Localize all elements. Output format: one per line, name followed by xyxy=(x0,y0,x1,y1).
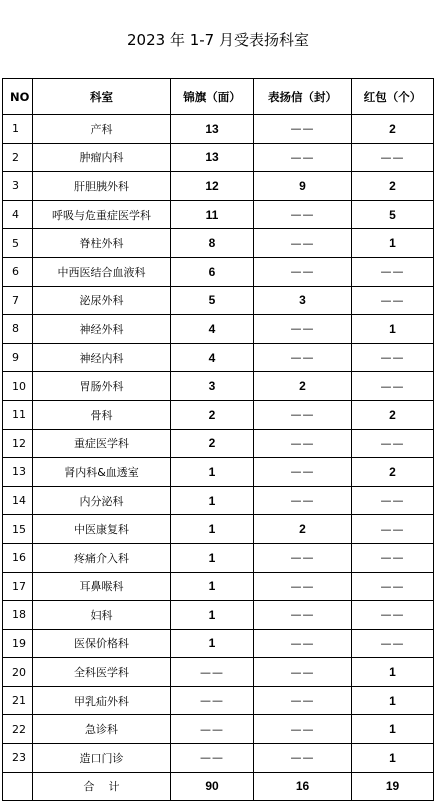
row-banners: 3 xyxy=(171,372,254,401)
row-letters: —— xyxy=(254,658,352,687)
row-banners: 13 xyxy=(171,143,254,172)
row-banners: 1 xyxy=(171,601,254,630)
row-no: 18 xyxy=(3,601,33,630)
row-banners: 1 xyxy=(171,629,254,658)
row-no: 20 xyxy=(3,658,33,687)
row-banners: 5 xyxy=(171,286,254,315)
row-banners: —— xyxy=(171,744,254,773)
header-no: NO xyxy=(3,79,33,115)
row-dept: 疼痛介入科 xyxy=(33,543,171,572)
table-row xyxy=(3,572,434,601)
row-envelopes: —— xyxy=(352,257,434,286)
table-row xyxy=(3,515,434,544)
row-no: 10 xyxy=(3,372,33,401)
page-title: 2023 年 1-7 月受表扬科室 xyxy=(127,31,309,49)
row-envelopes: —— xyxy=(352,486,434,515)
row-dept: 骨科 xyxy=(33,400,171,429)
total-banners: 90 xyxy=(171,772,254,800)
row-envelopes: 1 xyxy=(352,715,434,744)
row-letters: —— xyxy=(254,200,352,229)
row-dept: 重症医学科 xyxy=(33,429,171,458)
row-no: 19 xyxy=(3,629,33,658)
table-row xyxy=(3,543,434,572)
row-no: 17 xyxy=(3,572,33,601)
row-envelopes: 1 xyxy=(352,658,434,687)
row-banners: 4 xyxy=(171,315,254,344)
row-envelopes: —— xyxy=(352,429,434,458)
row-letters: 2 xyxy=(254,372,352,401)
table-row xyxy=(3,229,434,258)
row-banners: —— xyxy=(171,686,254,715)
row-no: 16 xyxy=(3,543,33,572)
header-banners: 锦旗（面） xyxy=(171,79,254,115)
row-banners: 11 xyxy=(171,200,254,229)
table-row xyxy=(3,400,434,429)
row-envelopes: 1 xyxy=(352,229,434,258)
row-dept: 肾内科&血透室 xyxy=(33,458,171,487)
table-row xyxy=(3,458,434,487)
row-dept: 内分泌科 xyxy=(33,486,171,515)
row-envelopes: 2 xyxy=(352,458,434,487)
table-row xyxy=(3,343,434,372)
row-letters: —— xyxy=(254,744,352,773)
row-envelopes: 2 xyxy=(352,172,434,201)
row-no: 11 xyxy=(3,400,33,429)
total-letters: 16 xyxy=(254,772,352,800)
row-envelopes: 2 xyxy=(352,115,434,144)
row-dept: 耳鼻喉科 xyxy=(33,572,171,601)
table-row xyxy=(3,686,434,715)
row-envelopes: 1 xyxy=(352,686,434,715)
row-banners: 12 xyxy=(171,172,254,201)
row-banners: 1 xyxy=(171,572,254,601)
row-envelopes: —— xyxy=(352,343,434,372)
row-letters: 3 xyxy=(254,286,352,315)
row-no: 5 xyxy=(3,229,33,258)
header-dept: 科室 xyxy=(33,79,171,115)
row-letters: —— xyxy=(254,229,352,258)
row-banners: 1 xyxy=(171,515,254,544)
row-dept: 妇科 xyxy=(33,601,171,630)
header-letters: 表扬信（封） xyxy=(254,79,352,115)
row-banners: 8 xyxy=(171,229,254,258)
row-banners: 2 xyxy=(171,429,254,458)
row-envelopes: —— xyxy=(352,143,434,172)
row-dept: 急诊科 xyxy=(33,715,171,744)
table-row xyxy=(3,143,434,172)
row-dept: 医保价格科 xyxy=(33,629,171,658)
table-header-row xyxy=(3,79,434,115)
row-letters: —— xyxy=(254,458,352,487)
row-letters: —— xyxy=(254,572,352,601)
table-row xyxy=(3,257,434,286)
row-no: 4 xyxy=(3,200,33,229)
row-no: 2 xyxy=(3,143,33,172)
row-banners: 1 xyxy=(171,543,254,572)
total-envelopes: 19 xyxy=(352,772,434,800)
table-row xyxy=(3,601,434,630)
row-dept: 肝胆胰外科 xyxy=(33,172,171,201)
row-no: 12 xyxy=(3,429,33,458)
row-letters: 9 xyxy=(254,172,352,201)
row-no: 9 xyxy=(3,343,33,372)
row-no: 8 xyxy=(3,315,33,344)
row-no: 7 xyxy=(3,286,33,315)
row-envelopes: —— xyxy=(352,572,434,601)
table-row xyxy=(3,172,434,201)
table-row xyxy=(3,200,434,229)
row-no: 1 xyxy=(3,115,33,144)
row-dept: 胃肠外科 xyxy=(33,372,171,401)
row-banners: 13 xyxy=(171,115,254,144)
row-no: 22 xyxy=(3,715,33,744)
row-envelopes: —— xyxy=(352,515,434,544)
table-row xyxy=(3,629,434,658)
row-letters: —— xyxy=(254,686,352,715)
row-envelopes: 1 xyxy=(352,744,434,773)
row-letters: —— xyxy=(254,315,352,344)
row-envelopes: —— xyxy=(352,601,434,630)
row-banners: 6 xyxy=(171,257,254,286)
row-letters: —— xyxy=(254,629,352,658)
row-dept: 呼吸与危重症医学科 xyxy=(33,200,171,229)
row-envelopes: —— xyxy=(352,543,434,572)
row-envelopes: —— xyxy=(352,629,434,658)
row-letters: —— xyxy=(254,257,352,286)
row-letters: —— xyxy=(254,115,352,144)
table-row xyxy=(3,115,434,144)
row-dept: 脊柱外科 xyxy=(33,229,171,258)
table-row xyxy=(3,486,434,515)
row-letters: —— xyxy=(254,400,352,429)
total-row xyxy=(3,772,434,800)
row-dept: 神经内科 xyxy=(33,343,171,372)
row-dept: 泌尿外科 xyxy=(33,286,171,315)
row-letters: —— xyxy=(254,143,352,172)
table-row xyxy=(3,286,434,315)
row-dept: 甲乳疝外科 xyxy=(33,686,171,715)
row-dept: 中医康复科 xyxy=(33,515,171,544)
row-banners: —— xyxy=(171,658,254,687)
row-envelopes: 2 xyxy=(352,400,434,429)
row-envelopes: —— xyxy=(352,372,434,401)
row-envelopes: 1 xyxy=(352,315,434,344)
row-letters: —— xyxy=(254,429,352,458)
row-letters: —— xyxy=(254,715,352,744)
row-no: 6 xyxy=(3,257,33,286)
row-no: 13 xyxy=(3,458,33,487)
row-envelopes: 5 xyxy=(352,200,434,229)
total-no-cell xyxy=(3,772,33,800)
row-dept: 中西医结合血液科 xyxy=(33,257,171,286)
row-dept: 产科 xyxy=(33,115,171,144)
table-row xyxy=(3,744,434,773)
row-letters: —— xyxy=(254,486,352,515)
row-banners: 1 xyxy=(171,486,254,515)
row-no: 21 xyxy=(3,686,33,715)
row-dept: 肿瘤内科 xyxy=(33,143,171,172)
row-dept: 全科医学科 xyxy=(33,658,171,687)
row-envelopes: —— xyxy=(352,286,434,315)
row-letters: —— xyxy=(254,343,352,372)
row-no: 23 xyxy=(3,744,33,773)
row-letters: —— xyxy=(254,601,352,630)
table-row xyxy=(3,372,434,401)
row-dept: 神经外科 xyxy=(33,315,171,344)
row-letters: 2 xyxy=(254,515,352,544)
table-row xyxy=(3,429,434,458)
commendation-table xyxy=(2,78,434,801)
row-dept: 造口门诊 xyxy=(33,744,171,773)
row-banners: 4 xyxy=(171,343,254,372)
row-banners: —— xyxy=(171,715,254,744)
row-banners: 1 xyxy=(171,458,254,487)
row-no: 15 xyxy=(3,515,33,544)
row-letters: —— xyxy=(254,543,352,572)
table-row xyxy=(3,658,434,687)
table-row xyxy=(3,315,434,344)
row-no: 3 xyxy=(3,172,33,201)
row-no: 14 xyxy=(3,486,33,515)
table-row xyxy=(3,715,434,744)
row-banners: 2 xyxy=(171,400,254,429)
header-envelopes: 红包（个） xyxy=(352,79,434,115)
total-label: 合计 xyxy=(33,772,171,800)
